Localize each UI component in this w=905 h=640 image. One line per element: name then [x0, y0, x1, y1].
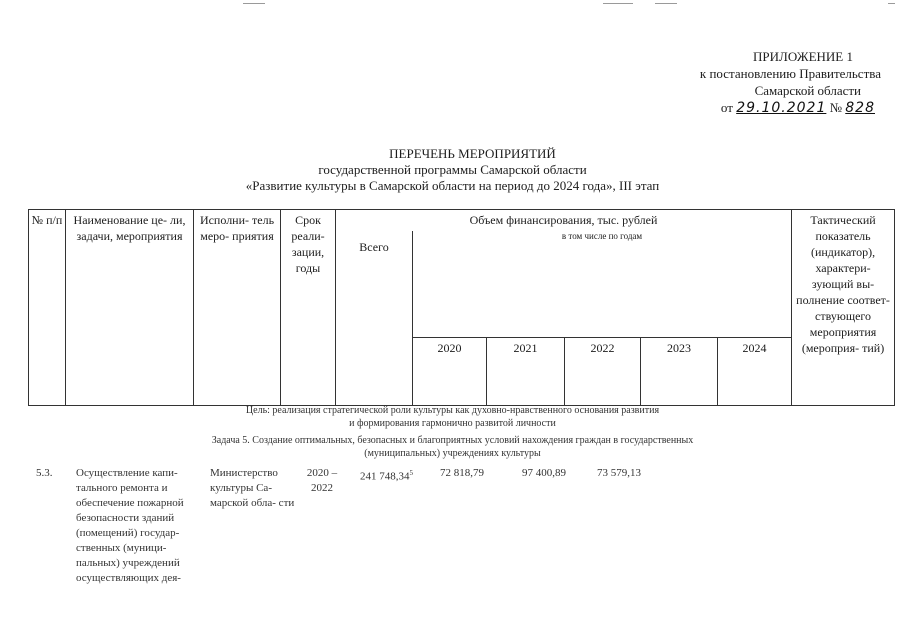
goal-text — [0, 404, 905, 430]
appendix-line-2: Самарской области — [754, 83, 861, 98]
title-sub-2: «Развитие культуры в Самарской области на период до 2024 года», III этап — [245, 178, 660, 193]
col-volume-header: Объем финансирования, тыс. рублей — [336, 210, 792, 231]
date-prefix: от — [720, 100, 733, 115]
title-sub-1: государственной программы Самарской области — [318, 162, 587, 177]
appendix-date-line — [700, 99, 875, 117]
appendix-title: ПРИЛОЖЕНИЕ 1 — [753, 49, 853, 64]
year-2024-header: 2024 — [718, 338, 792, 406]
year-2023-header: 2023 — [641, 338, 718, 406]
row-2021: 97 400,89 — [522, 467, 566, 479]
document-title — [0, 146, 905, 194]
row-total-footnote: 5 — [409, 469, 413, 477]
col-indicator-header: Тактический показатель (индикатор), характери- зующий вы- полнение соответ- ствующего мероприятия (мероприя- тий) — [792, 210, 895, 406]
year-2020-header: 2020 — [413, 338, 487, 406]
number-prefix: № — [829, 100, 843, 115]
appendix-line-1: к постановлению Правительства — [699, 66, 881, 81]
by-years-header: в том числе по годам — [413, 231, 792, 338]
task-line-2: (муниципальных) учреждениях культуры — [364, 448, 541, 459]
header-table — [28, 209, 895, 406]
col-executor-header: Исполни- тель меро- приятия — [194, 210, 281, 406]
col-period-header: Срок реали- зации, годы — [281, 210, 336, 406]
year-2022-header: 2022 — [565, 338, 641, 406]
col-name-header: Наименование це- ли, задачи, мероприятия — [66, 210, 194, 406]
row-total — [360, 466, 413, 485]
task-line-1: Задача 5. Создание оптимальных, безопасных и благоприятных условий нахождения граждан в государственных — [211, 435, 694, 446]
total-label: Всего — [359, 240, 389, 254]
row-num: 5.3. — [36, 467, 53, 479]
goal-line-1: Цель: реализация стратегической роли культуры как духовно-нравственного основания развития — [245, 405, 660, 416]
col-total-header — [336, 231, 413, 406]
row-2022: 73 579,13 — [597, 467, 641, 479]
goal-line-2: и формирования гармонично развитой личности — [349, 418, 556, 429]
col-num-header: № п/п — [29, 210, 66, 406]
task-text — [0, 434, 905, 460]
handwritten-number: 828 — [845, 100, 875, 116]
row-executor: Министерство культуры Са- марской обла- сти — [210, 467, 295, 509]
handwritten-date: 29.10.2021 — [736, 100, 827, 116]
title-main: ПЕРЕЧЕНЬ МЕРОПРИЯТИЙ — [389, 146, 556, 161]
year-2021-header: 2021 — [487, 338, 565, 406]
row-2020: 72 818,79 — [440, 467, 484, 479]
appendix-block — [700, 48, 881, 117]
row-total-value: 241 748,34 — [360, 470, 410, 483]
row-period: 2020 – 2022 — [306, 467, 338, 494]
row-name: Осуществление капи- тального ремонта и обеспечение пожарной безопасности зданий (помещений) государ- ственных (муници- пальных) учреждений осуществляющих дея- — [76, 467, 184, 584]
